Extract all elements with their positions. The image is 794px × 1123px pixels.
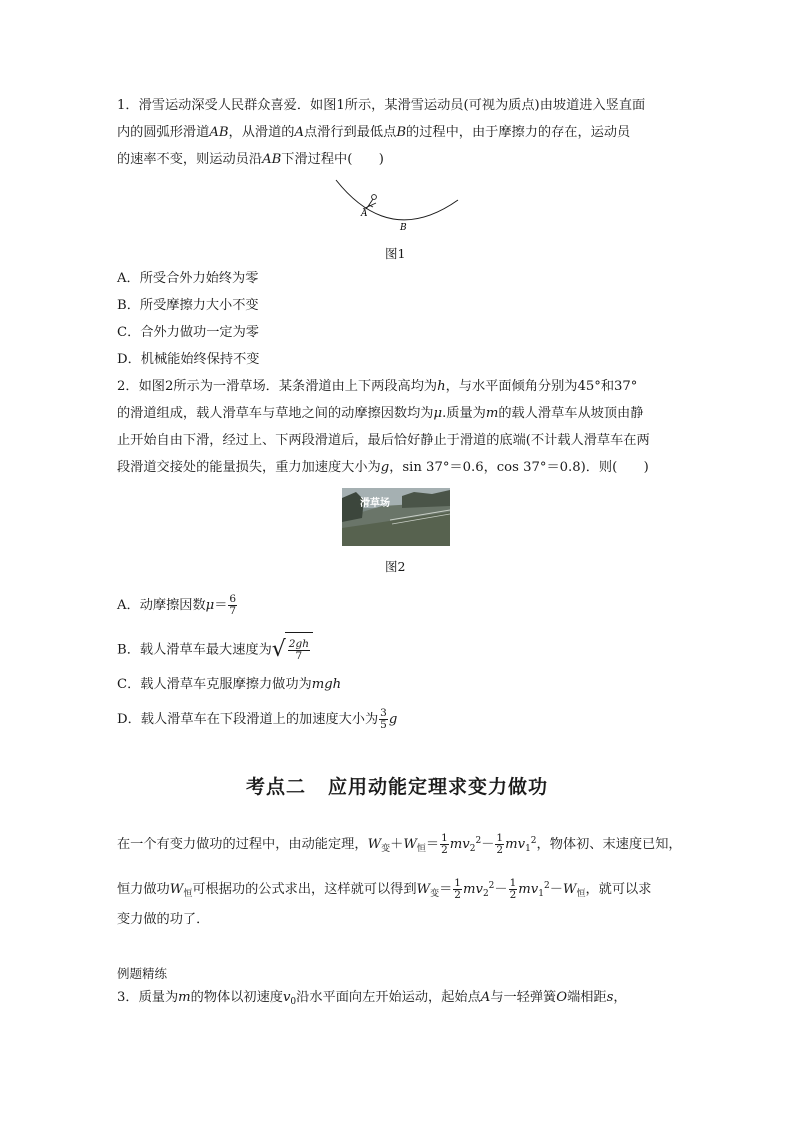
example-heading: 例题精练	[117, 966, 168, 981]
q1-option-a: A．所受合外力始终为零	[117, 271, 259, 286]
q3-line-1: 3．质量为m的物体以初速度$v_0$沿水平面向左开始运动，起始点A与一轻弹簧O端相距s，	[117, 990, 627, 1007]
q2-option-a: A．动摩擦因数μ＝ $\frac{6}{7}$	[117, 593, 237, 617]
figure-2-photo	[342, 488, 450, 546]
fraction-3-5: $\frac{3}{5}$	[380, 707, 387, 731]
q2-option-c: C．载人滑草车克服摩擦力做功为mgh	[117, 677, 342, 692]
skier-icon	[363, 195, 376, 209]
figure-1-label-a: A	[361, 209, 368, 219]
q1-option-d: D．机械能始终保持不变	[117, 352, 260, 367]
para-line-2: 恒力做功$W_恒$可根据功的公式求出，这样就可以得到$W_变=$ $\frac{1}{2}$ $mv_2^2-$ $\frac{1}{2}$ $mv_1^2-W_恒$，就可以求	[117, 877, 652, 901]
section-title: 考点二 应用动能定理求变力做功	[245, 776, 549, 798]
figure-1-caption: 图1	[385, 246, 406, 261]
figure-2-caption: 图2	[385, 559, 406, 574]
q1-option-c: C．合外力做功一定为零	[117, 325, 259, 340]
sqrt-expression: √ $\frac{2gh}{7}$	[272, 632, 313, 668]
q2-option-b: B．载人滑草车最大速度为 √ $\frac{2gh}{7}$	[117, 632, 313, 669]
figure-1-arc-track	[330, 176, 465, 234]
para-line-1: 在一个有变力做功的过程中，由动能定理，$W_变+W_恒=$ $\frac{1}{2}$ $mv_2^2-$ $\frac{1}{2}$ $mv_1^2$，物体初、末速度已知，	[117, 832, 682, 856]
q2-line-3: 止开始自由下滑，经过上、下两段滑道后，最后恰好静止于滑道的底端(不计载人滑草车在两	[117, 433, 650, 448]
q1-line-1: 1．滑雪运动深受人民群众喜爱．如图1所示，某滑雪运动员(可视为质点)由坡道进入竖直面	[117, 98, 646, 113]
q2-line-2: 的滑道组成，载人滑草车与草地之间的动摩擦因数均为μ.质量为m的载人滑草车从坡顶由静	[117, 406, 644, 421]
fraction-6-7: $\frac{6}{7}$	[229, 593, 237, 617]
photo-sign-text: 滑草场	[360, 498, 390, 509]
q2-line-1: 2．如图2所示为一滑草场．某条滑道由上下两段高均为h，与水平面倾角分别为45°和37°	[117, 379, 638, 394]
q1-line-2: 内的圆弧形滑道AB，从滑道的A点滑行到最低点B的过程中，由于摩擦力的存在，运动员	[117, 125, 631, 140]
para-line-3: 变力做的功了．	[117, 912, 210, 927]
q2-option-d: D．载人滑草车在下段滑道上的加速度大小为 $\frac{3}{5}$ g	[117, 707, 398, 731]
q2-line-4: 段滑道交接处的能量损失，重力加速度大小为g，sin 37°＝0.6，cos 37°＝0.8)．则( )	[117, 460, 649, 475]
q1-line-3: 的速率不变，则运动员沿AB下滑过程中( )	[117, 152, 384, 167]
figure-1-label-b: B	[400, 223, 407, 233]
q1-option-b: B．所受摩擦力大小不变	[117, 298, 259, 313]
